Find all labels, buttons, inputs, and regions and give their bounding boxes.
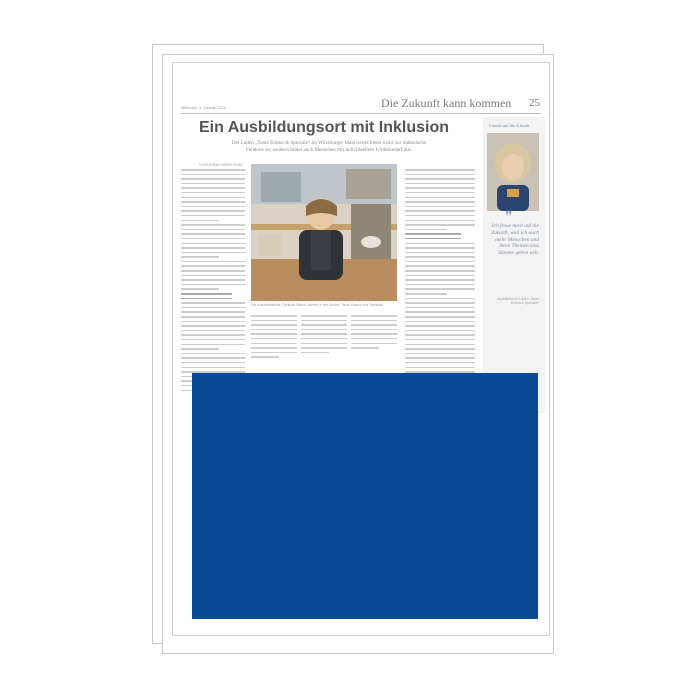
article-byline: VON ANNA HEINSTEIN [199,162,242,167]
blue-overlay-box [192,373,538,619]
sidebar-label: Freude auf die Zukunft [489,123,530,128]
text-column-3 [301,315,347,356]
text-column-2 [251,315,297,361]
article-photo [251,164,397,301]
page-date: Mittwoch, 3. Januar 2024 [181,105,226,110]
article-headline: Ein Ausbildungsort mit Inklusion [198,119,450,136]
article-subheadline: Der Laden „Tante Emma & Speziale“ im Würzburger Mainviertel bietet nicht nur italienische Feinkost an, sondern bildet auch Menschen mit individuellem Förderbedarf aus. [231,140,427,153]
portrait-photo [487,133,539,211]
page-number: 25 [529,97,540,109]
photo-caption: Die Auszubildende Gerlinde Mauer lächelt in der Küche; Tante Emma und Speziale. [251,303,384,307]
section-kicker: Die Zukunft kann kommen [381,96,512,110]
header-rule [181,113,541,114]
text-column-1 [181,169,245,394]
quote-mark-icon: ❞ [505,210,513,225]
sidebar-quote-source: Ausbilderin im Laden „Tante Emma & Speziale“ [496,297,539,306]
text-column-4 [351,315,397,352]
sidebar-quote: Ich freue mich auf die Zukunft, weil ich auch mehr Menschen und ihren Themen eine Stimme geben will. [491,223,539,257]
